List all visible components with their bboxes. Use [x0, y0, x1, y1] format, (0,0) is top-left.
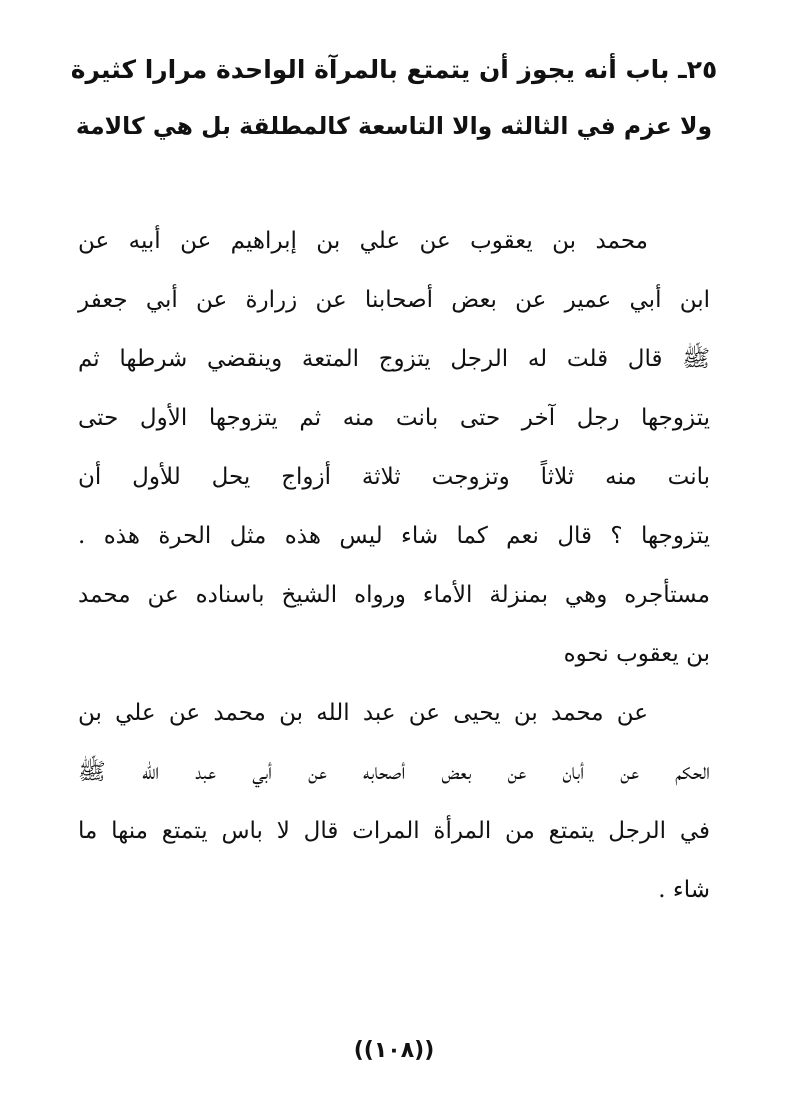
text-line: عن محمد بن يحيى عن عبد الله بن محمد عن علي بن — [78, 700, 648, 726]
text-line: يتزوجها رجل آخر حتى بانت منه ثم يتزوجها الأول حتى — [78, 405, 710, 431]
text-line: ابن أبي عمير عن بعض أصحابنا عن زرارة عن أبي جعفر — [78, 287, 710, 313]
chapter-heading — [70, 42, 718, 154]
text-line: بانت منه ثلاثاً وتزوجت ثلاثة أزواج يحل للأول أن — [78, 464, 710, 490]
chapter-title-line: ولا عزم في الثالثه والا التاسعة كالمطلقة بل هي كالامة — [75, 112, 713, 140]
body-text — [78, 212, 710, 920]
paragraph-2 — [78, 684, 710, 920]
text-line: ﷺ قال قلت له الرجل يتزوج المتعة وينقضي شرطها ثم — [78, 346, 710, 372]
text-line: الحكم عن أبان عن بعض أصحابه عن أبي عبد الله ﷺ — [78, 759, 710, 785]
chapter-title-line: ٢٥ـ باب أنه يجوز أن يتمتع بالمرآة الواحدة مرارا كثيرة — [70, 55, 718, 84]
text-line: يتزوجها ؟ قال نعم كما شاء ليس هذه مثل الحرة هذه . — [78, 523, 710, 549]
text-line: في الرجل يتمتع من المرأة المرات قال لا باس يتمتع منها ما — [78, 818, 710, 844]
text-line: محمد بن يعقوب عن علي بن إبراهيم عن أبيه عن — [78, 228, 648, 254]
text-line: بن يعقوب نحوه — [563, 641, 710, 667]
text-line: شاء . — [658, 877, 710, 903]
page-number: ((١٠٨)) — [353, 1038, 435, 1063]
text-line: مستأجره وهي بمنزلة الأماء ورواه الشيخ باسناده عن محمد — [78, 582, 710, 608]
paragraph-1 — [78, 212, 710, 684]
